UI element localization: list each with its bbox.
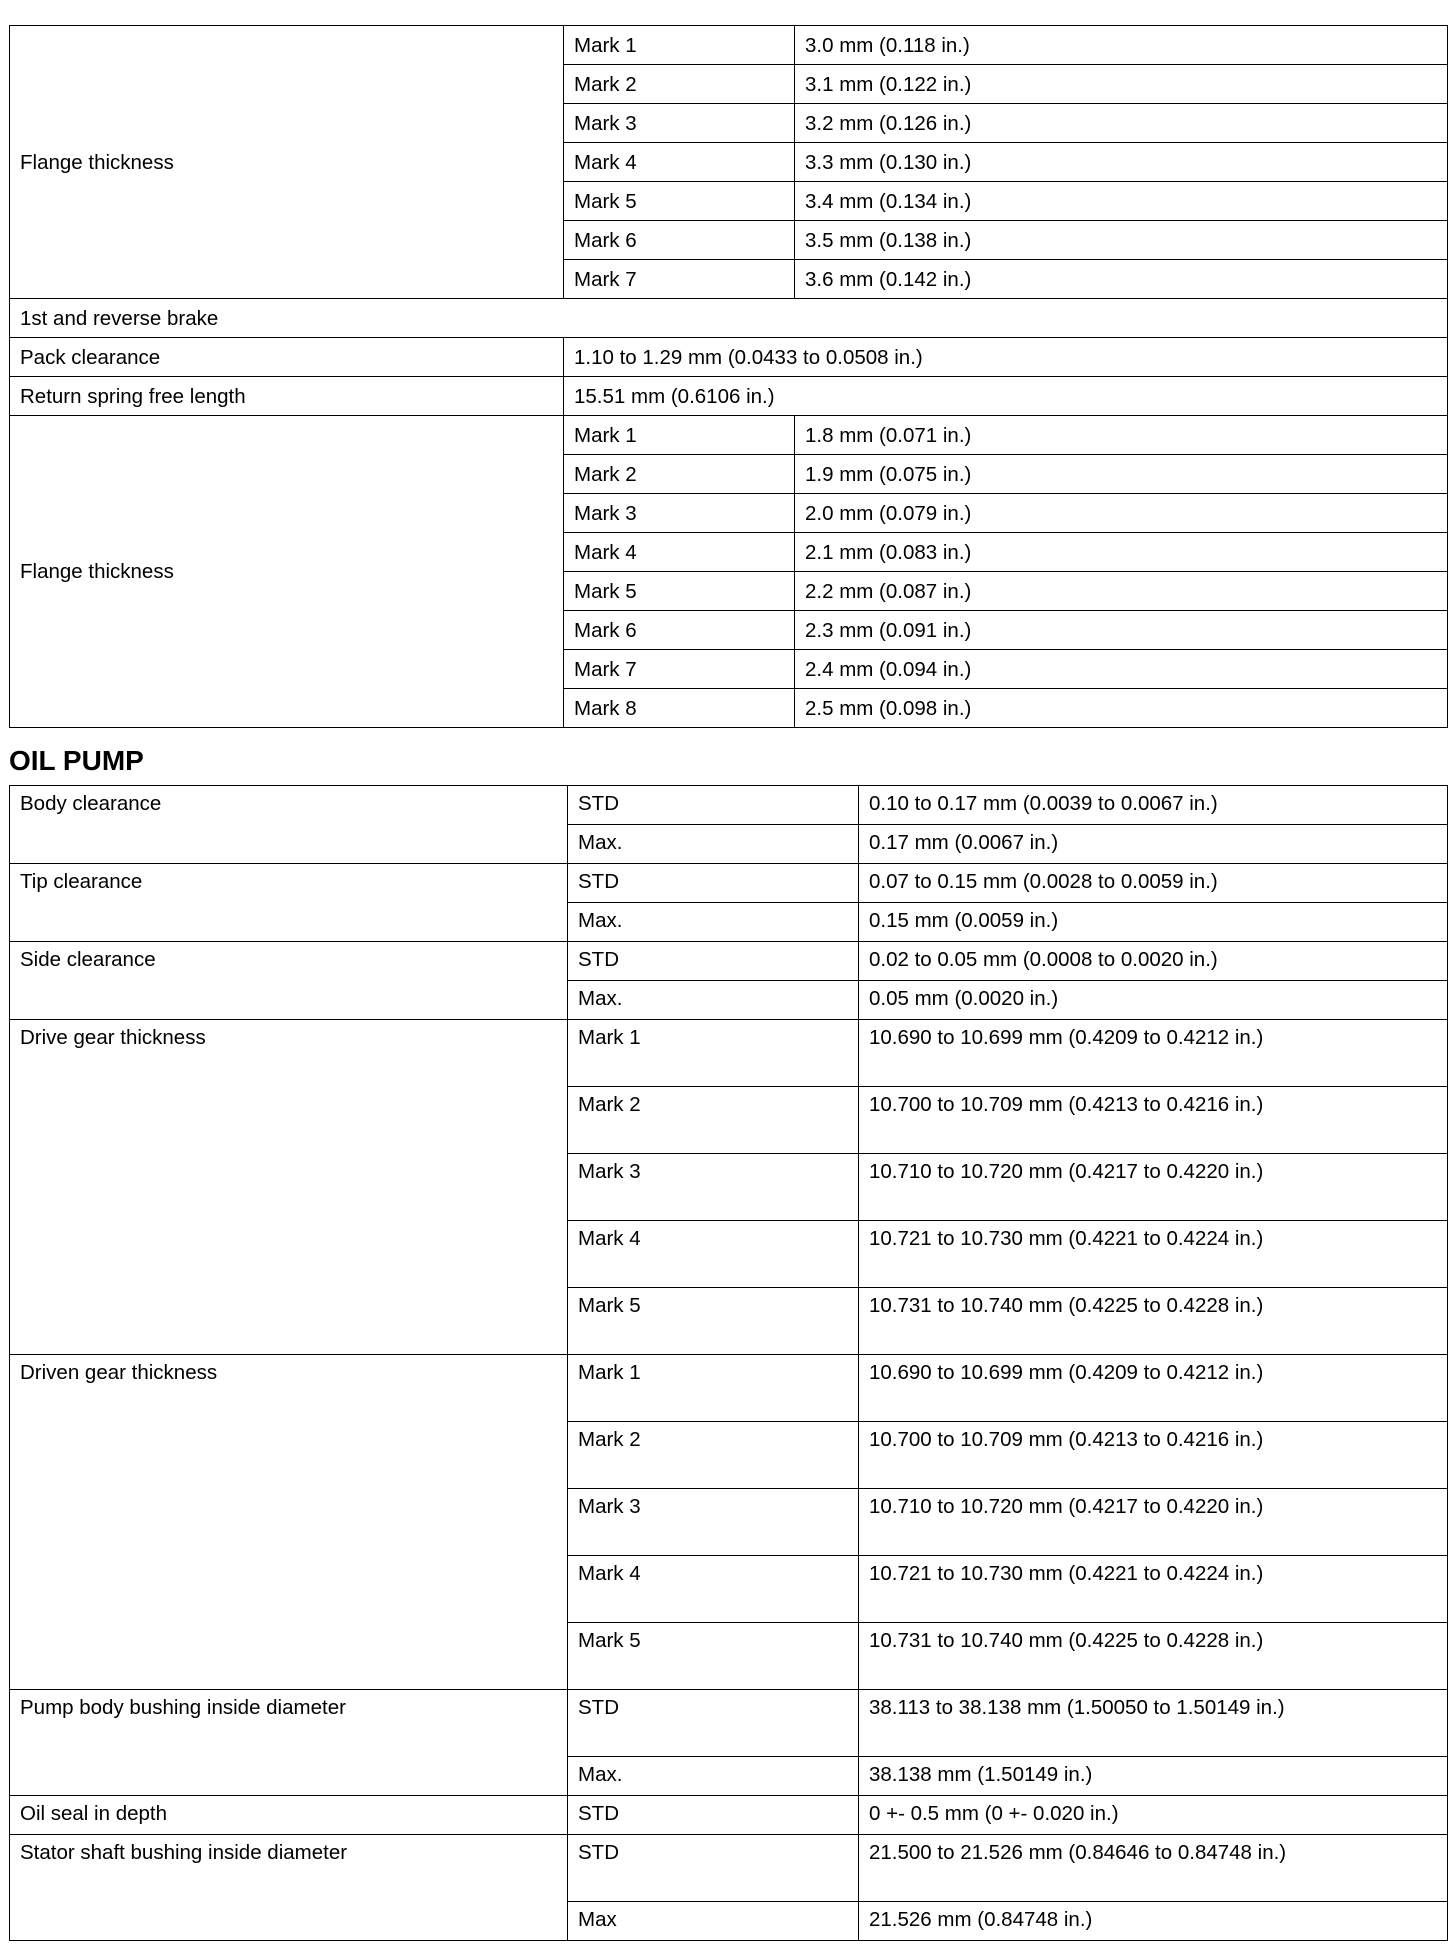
spec-value: 3.4 mm (0.134 in.) (795, 182, 1448, 221)
mark-label: Mark 1 (568, 1020, 859, 1087)
spec-value: 0.02 to 0.05 mm (0.0008 to 0.0020 in.) (859, 942, 1448, 981)
table-row (10, 1355, 1448, 1422)
mark-label: Mark 2 (564, 455, 795, 494)
max-label: Max. (568, 981, 859, 1020)
spec-label: Pack clearance (10, 338, 564, 377)
std-label: STD (568, 1796, 859, 1835)
table-row (10, 1835, 1448, 1902)
spec-value: 3.3 mm (0.130 in.) (795, 143, 1448, 182)
spec-label: Body clearance (10, 786, 568, 864)
spec-value: 10.700 to 10.709 mm (0.4213 to 0.4216 in.) (859, 1087, 1448, 1154)
spec-label: Flange thickness (10, 416, 564, 728)
spec-value: 0 +- 0.5 mm (0 +- 0.020 in.) (859, 1796, 1448, 1835)
spec-value: 10.731 to 10.740 mm (0.4225 to 0.4228 in.) (859, 1623, 1448, 1690)
mark-label: Mark 5 (564, 572, 795, 611)
spec-value: 2.3 mm (0.091 in.) (795, 611, 1448, 650)
spec-value: 2.5 mm (0.098 in.) (795, 689, 1448, 728)
spec-value: 10.690 to 10.699 mm (0.4209 to 0.4212 in.) (859, 1355, 1448, 1422)
spec-value: 1.9 mm (0.075 in.) (795, 455, 1448, 494)
subsection-heading: 1st and reverse brake (10, 299, 1448, 338)
table-row (10, 1796, 1448, 1835)
table-row (10, 1020, 1448, 1087)
mark-label: Mark 3 (568, 1489, 859, 1556)
mark-label: Mark 1 (568, 1355, 859, 1422)
std-label: STD (568, 864, 859, 903)
spec-value: 3.0 mm (0.118 in.) (795, 26, 1448, 65)
spec-value: 2.2 mm (0.087 in.) (795, 572, 1448, 611)
mark-label: Mark 3 (568, 1154, 859, 1221)
table-row (10, 942, 1448, 981)
table-row (10, 299, 1448, 338)
spec-label: Pump body bushing inside diameter (10, 1690, 568, 1796)
spec-value: 1.8 mm (0.071 in.) (795, 416, 1448, 455)
mark-label: Mark 8 (564, 689, 795, 728)
clutch-brake-spec-table (9, 25, 1448, 728)
section-title: OIL PUMP (9, 745, 144, 776)
mark-label: Mark 4 (568, 1556, 859, 1623)
max-label: Max (568, 1902, 859, 1941)
mark-label: Mark 1 (564, 416, 795, 455)
spec-label: Stator shaft bushing inside diameter (10, 1835, 568, 1941)
spec-value: 15.51 mm (0.6106 in.) (564, 377, 1448, 416)
spec-value: 3.2 mm (0.126 in.) (795, 104, 1448, 143)
spec-value: 38.113 to 38.138 mm (1.50050 to 1.50149 in.) (859, 1690, 1448, 1757)
mark-label: Mark 5 (568, 1288, 859, 1355)
table-row (10, 786, 1448, 825)
spec-value: 10.721 to 10.730 mm (0.4221 to 0.4224 in.) (859, 1556, 1448, 1623)
mark-label: Mark 2 (564, 65, 795, 104)
table-row (10, 377, 1448, 416)
mark-label: Mark 5 (564, 182, 795, 221)
mark-label: Mark 5 (568, 1623, 859, 1690)
spec-value: 3.1 mm (0.122 in.) (795, 65, 1448, 104)
table-row (10, 1690, 1448, 1757)
spec-value: 10.731 to 10.740 mm (0.4225 to 0.4228 in.) (859, 1288, 1448, 1355)
mark-label: Mark 3 (564, 104, 795, 143)
spec-value: 2.1 mm (0.083 in.) (795, 533, 1448, 572)
mark-label: Mark 6 (564, 611, 795, 650)
spec-value: 0.05 mm (0.0020 in.) (859, 981, 1448, 1020)
mark-label: Mark 7 (564, 650, 795, 689)
max-label: Max. (568, 903, 859, 942)
max-label: Max. (568, 825, 859, 864)
spec-value: 2.4 mm (0.094 in.) (795, 650, 1448, 689)
std-label: STD (568, 786, 859, 825)
table-row (10, 864, 1448, 903)
mark-label: Mark 1 (564, 26, 795, 65)
mark-label: Mark 7 (564, 260, 795, 299)
spec-label: Return spring free length (10, 377, 564, 416)
spec-value: 0.17 mm (0.0067 in.) (859, 825, 1448, 864)
mark-label: Mark 4 (564, 143, 795, 182)
spec-value: 10.700 to 10.709 mm (0.4213 to 0.4216 in.) (859, 1422, 1448, 1489)
mark-label: Mark 4 (568, 1221, 859, 1288)
spec-value: 10.710 to 10.720 mm (0.4217 to 0.4220 in.) (859, 1154, 1448, 1221)
max-label: Max. (568, 1757, 859, 1796)
spec-value: 21.526 mm (0.84748 in.) (859, 1902, 1448, 1941)
std-label: STD (568, 1690, 859, 1757)
spec-label: Tip clearance (10, 864, 568, 942)
spec-value: 21.500 to 21.526 mm (0.84646 to 0.84748 in.) (859, 1835, 1448, 1902)
spec-value: 10.710 to 10.720 mm (0.4217 to 0.4220 in.) (859, 1489, 1448, 1556)
mark-label: Mark 2 (568, 1087, 859, 1154)
spec-label: Oil seal in depth (10, 1796, 568, 1835)
table-row (10, 416, 1448, 455)
spec-label: Driven gear thickness (10, 1355, 568, 1690)
mark-label: Mark 3 (564, 494, 795, 533)
oil-pump-spec-table (9, 785, 1448, 1941)
spec-value: 1.10 to 1.29 mm (0.0433 to 0.0508 in.) (564, 338, 1448, 377)
spec-value: 0.10 to 0.17 mm (0.0039 to 0.0067 in.) (859, 786, 1448, 825)
std-label: STD (568, 1835, 859, 1902)
mark-label: Mark 4 (564, 533, 795, 572)
spec-value: 0.07 to 0.15 mm (0.0028 to 0.0059 in.) (859, 864, 1448, 903)
std-label: STD (568, 942, 859, 981)
spec-value: 2.0 mm (0.079 in.) (795, 494, 1448, 533)
spec-label: Flange thickness (10, 26, 564, 299)
spec-value: 38.138 mm (1.50149 in.) (859, 1757, 1448, 1796)
spec-label: Side clearance (10, 942, 568, 1020)
mark-label: Mark 6 (564, 221, 795, 260)
spec-value: 10.721 to 10.730 mm (0.4221 to 0.4224 in.) (859, 1221, 1448, 1288)
spec-value: 3.5 mm (0.138 in.) (795, 221, 1448, 260)
spec-value: 3.6 mm (0.142 in.) (795, 260, 1448, 299)
spec-value: 10.690 to 10.699 mm (0.4209 to 0.4212 in.) (859, 1020, 1448, 1087)
mark-label: Mark 2 (568, 1422, 859, 1489)
spec-value: 0.15 mm (0.0059 in.) (859, 903, 1448, 942)
table-row (10, 26, 1448, 65)
spec-label: Drive gear thickness (10, 1020, 568, 1355)
table-row (10, 338, 1448, 377)
